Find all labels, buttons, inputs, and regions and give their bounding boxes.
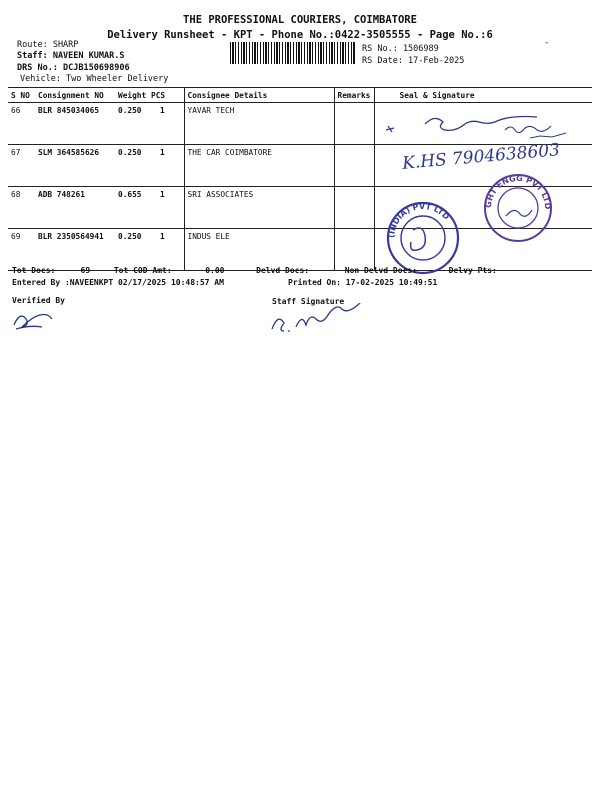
svg-text:GHT ENGG PVT LTD: GHT ENGG PVT LTD xyxy=(483,173,553,210)
col-remarks: Remarks xyxy=(334,88,374,103)
svg-text:(INDIA) PVT LTD: (INDIA) PVT LTD xyxy=(386,201,452,239)
verified-by-label: Verified By xyxy=(12,296,65,305)
cell-consignee: INDUS ELE xyxy=(184,229,334,271)
cell-consignment: SLM 364585626 xyxy=(35,145,115,187)
cell-remarks xyxy=(334,187,374,229)
cell-sno: 67 xyxy=(8,145,35,187)
cell-consignee: THE CAR COIMBATORE xyxy=(184,145,334,187)
cell-consignment: BLR 845034065 xyxy=(35,103,115,145)
drs-number: DRS No.: DCJB150698906 xyxy=(17,63,130,73)
totals-line xyxy=(12,266,497,275)
cell-pcs: 1 xyxy=(148,187,184,229)
cell-sno: 66 xyxy=(8,103,35,145)
cell-consignment: ADB 748261 xyxy=(35,187,115,229)
cell-sno: 69 xyxy=(8,229,35,271)
barcode xyxy=(230,42,356,64)
tot-docs-label: Tot Docs: xyxy=(12,266,56,275)
tot-docs-value: 69 xyxy=(80,266,91,275)
cell-remarks xyxy=(334,103,374,145)
delvd-docs-label: Delvd Docs: xyxy=(256,266,310,275)
rs-date: RS Date: 17-Feb-2025 xyxy=(362,56,465,66)
printed-on: Printed On: 17-02-2025 10:49:51 xyxy=(288,278,438,287)
staff-label: Staff: NAVEEN KUMAR.S xyxy=(17,51,125,61)
vehicle-label: Vehicle: Two Wheeler Delivery xyxy=(20,74,169,84)
cell-weight: 0.250 xyxy=(115,229,148,271)
staff-signature-label: Staff Signature xyxy=(272,297,345,306)
col-pcs: PCS xyxy=(148,88,184,103)
staff-signature xyxy=(268,303,368,339)
col-seal: Seal & Signature xyxy=(374,88,592,103)
cell-weight: 0.250 xyxy=(115,103,148,145)
rs-number: RS No.: 1506989 xyxy=(362,44,439,54)
cell-sno: 68 xyxy=(8,187,35,229)
page-title: THE PROFESSIONAL COURIERS, COIMBATORE xyxy=(183,14,417,26)
cell-pcs: 1 xyxy=(148,103,184,145)
row67-handwritten-phone: K.HS 7904638603 xyxy=(401,140,561,174)
delvy-pts-label: Delvy Pts: xyxy=(448,266,497,275)
page-subtitle: Delivery Runsheet - KPT - Phone No.:0422-3505555 - Page No.:6 xyxy=(107,29,493,41)
cell-pcs: 1 xyxy=(148,229,184,271)
verified-signature xyxy=(10,305,60,333)
non-delvd-docs-label: Non Delvd Docs: xyxy=(344,266,418,275)
table-header-row xyxy=(8,88,592,103)
col-consignment: Consignment NO xyxy=(35,88,115,103)
tot-cod-label: Tot COD Amt: xyxy=(113,266,172,275)
cell-remarks xyxy=(334,229,374,271)
cell-pcs: 1 xyxy=(148,145,184,187)
entered-by: Entered By :NAVEENKPT 02/17/2025 10:48:57 AM xyxy=(12,278,224,287)
cell-consignee: YAVAR TECH xyxy=(184,103,334,145)
cell-consignment: BLR 2350564941 xyxy=(35,229,115,271)
cell-weight: 0.250 xyxy=(115,145,148,187)
cell-remarks xyxy=(334,145,374,187)
route-label: Route: SHARP xyxy=(17,40,79,50)
cell-weight: 0.655 xyxy=(115,187,148,229)
company-stamp-india xyxy=(385,200,461,276)
corner-mark: - xyxy=(544,38,550,48)
tot-cod-value: 0.00 xyxy=(205,266,225,275)
col-sno: S NO xyxy=(8,88,35,103)
col-weight: Weight xyxy=(115,88,148,103)
col-consignee: Consignee Details xyxy=(184,88,334,103)
cell-consignee: SRI ASSOCIATES xyxy=(184,187,334,229)
company-stamp-ght xyxy=(482,172,554,244)
